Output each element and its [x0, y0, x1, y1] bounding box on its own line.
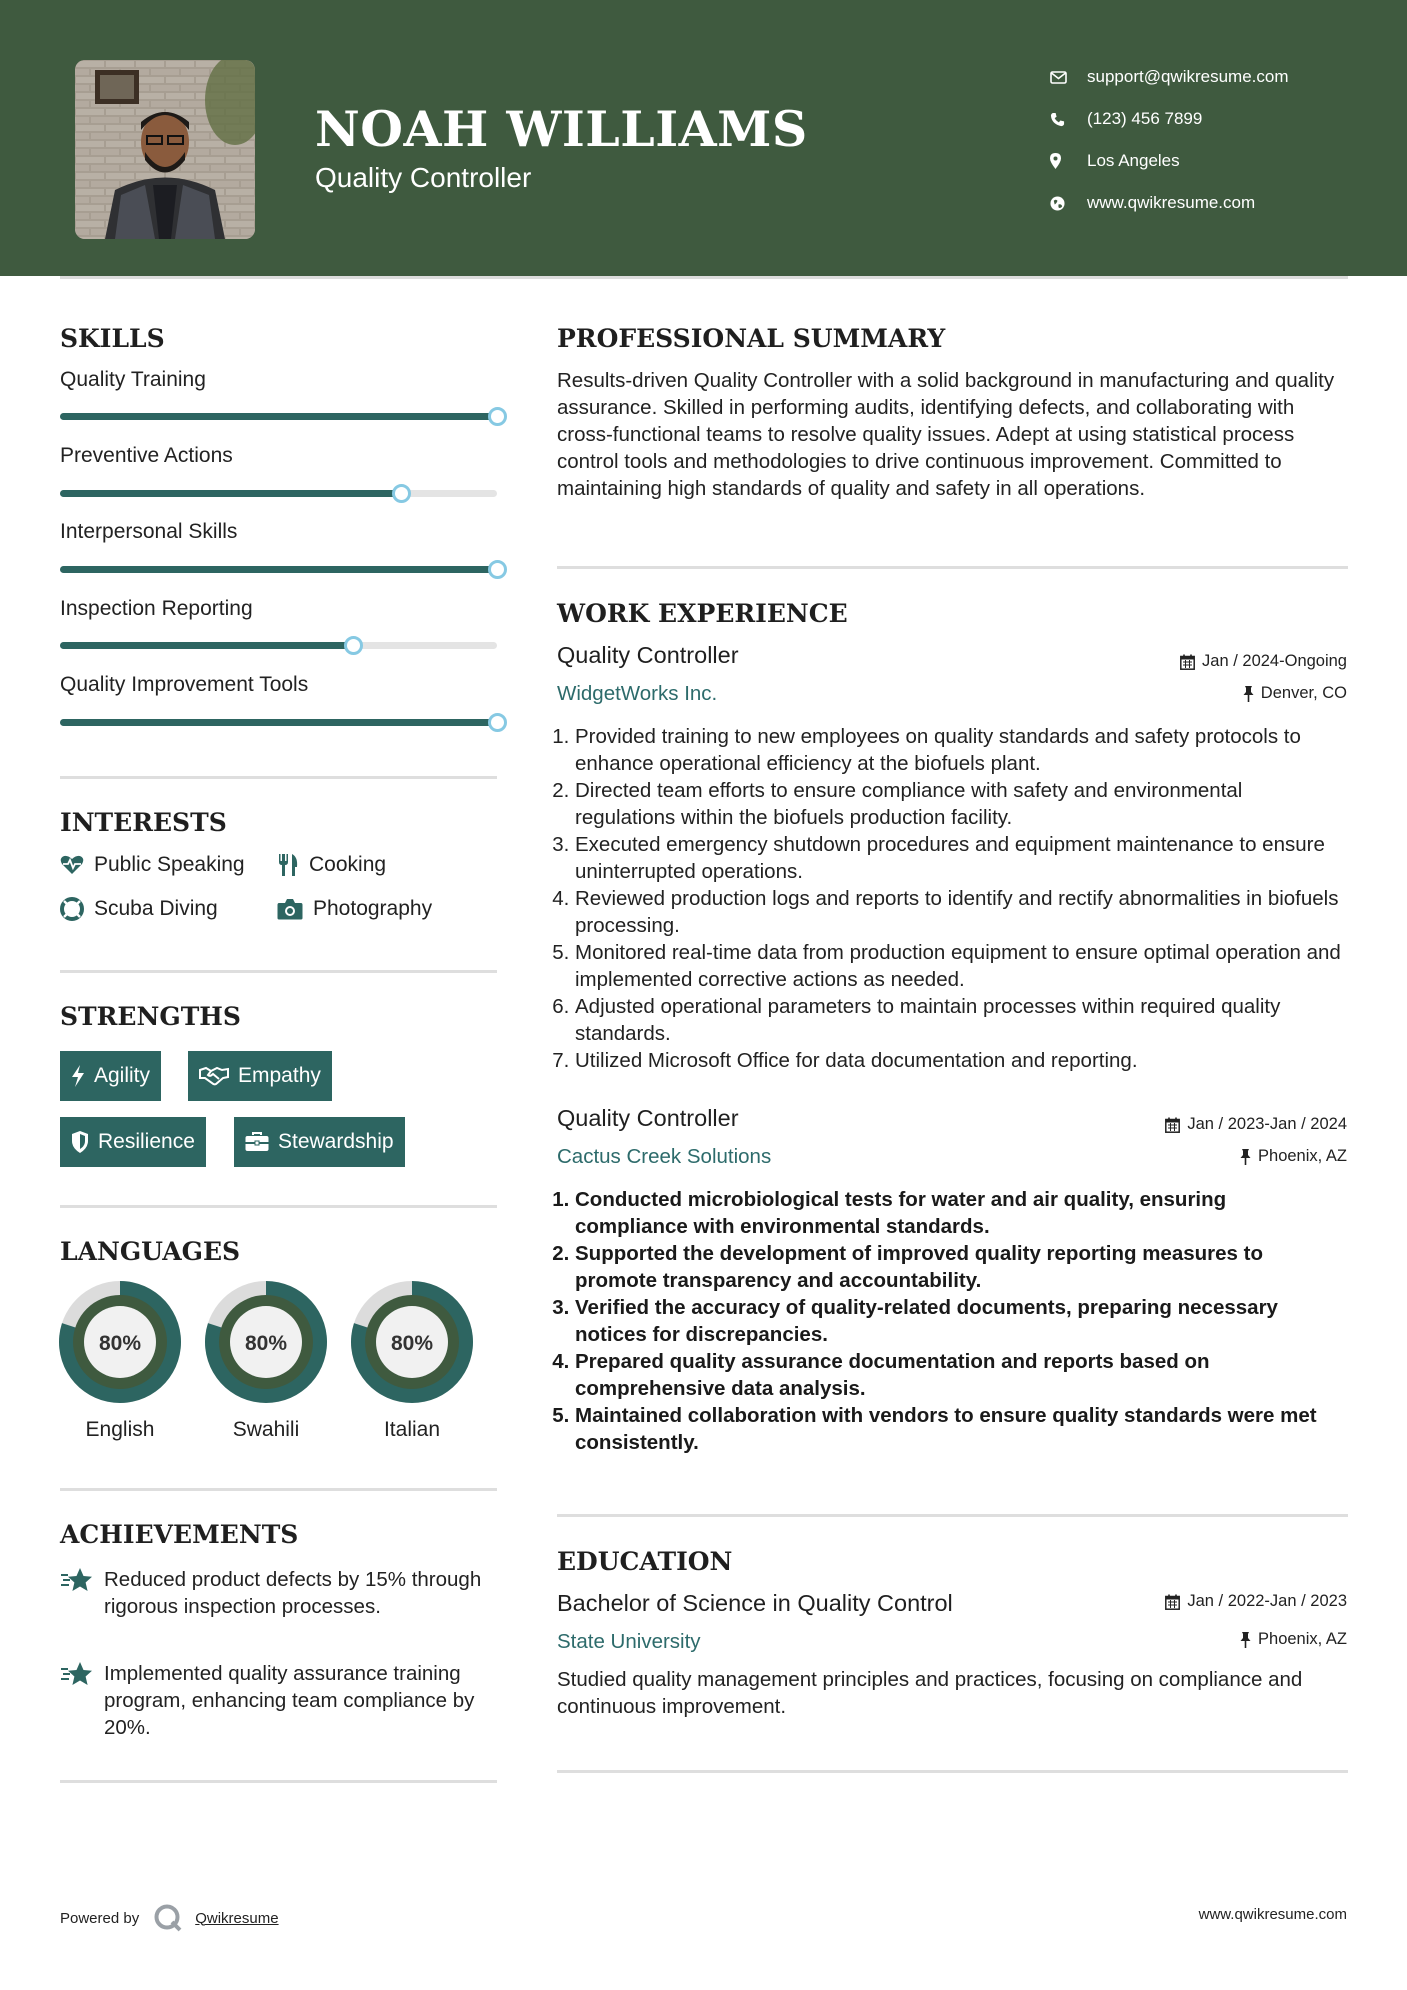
education-location-text: Phoenix, AZ	[1258, 1630, 1347, 1648]
profile-photo	[75, 60, 255, 239]
achievement-item	[60, 1566, 500, 1620]
job-location-text: Phoenix, AZ	[1258, 1147, 1347, 1165]
calendar-icon	[1165, 1594, 1180, 1610]
responsibility-item: 5. Monitored real-time data from production equipment to ensure optimal operation and implemented corrective actions as needed.	[575, 939, 1341, 993]
skill-bar-knob	[488, 713, 507, 732]
pushpin-icon	[1243, 686, 1254, 702]
job-dates	[1180, 652, 1347, 671]
contact-phone-text: (123) 456 7899	[1087, 109, 1203, 128]
responsibility-item: 2. Directed team efforts to ensure compliance with safety and environmental regulations within the biofuels production facility.	[575, 777, 1341, 831]
language-label: English	[85, 1418, 155, 1441]
candidate-title: Quality Controller	[315, 162, 532, 193]
achievement-text: Reduced product defects by 15% through rigorous inspection processes.	[104, 1568, 482, 1618]
footer-website[interactable]: www.qwikresume.com	[1198, 1906, 1347, 1923]
strength-label: Resilience	[98, 1130, 195, 1153]
skill-bar	[60, 490, 497, 497]
strength-chip	[60, 1117, 206, 1167]
star-icon	[60, 1566, 94, 1594]
handshake-icon	[199, 1066, 229, 1086]
calendar-icon	[1165, 1117, 1180, 1133]
job-dates	[1165, 1115, 1347, 1134]
utensils-icon	[277, 853, 299, 877]
responsibility-item: 1. Conducted microbiological tests for water and air quality, ensuring compliance with environmental standards.	[575, 1186, 1341, 1240]
strengths-heading: STRENGTHS	[60, 1002, 241, 1031]
section-divider	[60, 1205, 497, 1208]
responsibility-item: 4. Reviewed production logs and reports to identify and rectify abnormalities in biofuels processing.	[575, 885, 1341, 939]
contact-email[interactable]	[1050, 56, 1289, 98]
camera-icon	[277, 898, 303, 920]
responsibility-item: 7. Utilized Microsoft Office for data documentation and reporting.	[575, 1047, 1341, 1074]
job-title: Quality Controller	[557, 1105, 739, 1131]
footer-powered-by	[60, 1903, 279, 1933]
education-school: State University	[557, 1630, 701, 1653]
strength-chip	[234, 1117, 405, 1167]
skill-bar-fill	[60, 642, 353, 649]
summary-heading: PROFESSIONAL SUMMARY	[557, 324, 946, 353]
interest-label: Scuba Diving	[94, 897, 218, 920]
section-divider	[557, 1770, 1348, 1773]
pushpin-icon	[1240, 1632, 1251, 1648]
pushpin-icon	[1240, 1149, 1251, 1165]
education-dates	[1165, 1592, 1347, 1611]
skill-label: Quality Training	[60, 368, 206, 391]
language-label: Italian	[383, 1418, 441, 1441]
achievement-text: Implemented quality assurance training program, enhancing team compliance by 20%.	[104, 1662, 475, 1739]
job-location-text: Denver, CO	[1260, 684, 1347, 702]
education-heading: EDUCATION	[557, 1547, 733, 1576]
section-divider	[60, 1488, 497, 1491]
skill-bar-knob	[344, 636, 363, 655]
interest-item	[60, 853, 245, 877]
section-divider	[557, 1514, 1348, 1517]
star-icon	[60, 1660, 94, 1688]
skill-bar	[60, 719, 497, 726]
skill-bar-knob	[488, 407, 507, 426]
interest-label: Public Speaking	[94, 853, 245, 876]
strength-chip	[60, 1051, 161, 1101]
interest-item	[277, 897, 432, 921]
globe-icon	[1050, 196, 1087, 211]
skill-bar	[60, 566, 497, 573]
education-degree: Bachelor of Science in Quality Control	[557, 1590, 953, 1616]
skill-bar-knob	[488, 560, 507, 579]
skill-bar-fill	[60, 566, 497, 573]
contact-list	[1050, 56, 1289, 224]
section-divider	[557, 566, 1348, 569]
skill-bar-fill	[60, 719, 497, 726]
responsibility-item: 6. Adjusted operational parameters to maintain processes within required quality standards.	[575, 993, 1341, 1047]
qwikresume-logo-icon	[153, 1903, 183, 1933]
language-percent: 80%	[244, 1332, 288, 1355]
contact-website[interactable]	[1050, 182, 1289, 224]
skill-bar-knob	[392, 484, 411, 503]
interest-item	[60, 897, 218, 921]
skill-label: Interpersonal Skills	[60, 520, 238, 543]
interest-item	[277, 853, 386, 877]
experience-heading: WORK EXPERIENCE	[557, 599, 848, 628]
job-dates-text: Jan / 2023-Jan / 2024	[1187, 1115, 1347, 1133]
map-pin-icon	[1050, 153, 1087, 169]
section-divider	[60, 1780, 497, 1783]
achievement-item	[60, 1660, 500, 1741]
achievements-heading: ACHIEVEMENTS	[60, 1520, 299, 1549]
skill-label: Preventive Actions	[60, 444, 233, 467]
job-title: Quality Controller	[557, 642, 739, 668]
powered-by-text: Powered by	[60, 1909, 140, 1927]
contact-email-text: support@qwikresume.com	[1087, 67, 1289, 86]
bolt-icon	[71, 1065, 85, 1087]
language-label: Swahili	[232, 1418, 300, 1441]
interest-label: Cooking	[309, 853, 387, 876]
language-percent: 80%	[98, 1332, 142, 1355]
skill-bar-fill	[60, 490, 401, 497]
calendar-icon	[1180, 654, 1195, 670]
shield-icon	[71, 1131, 89, 1153]
responsibility-item: 5. Maintained collaboration with vendors to ensure quality standards were met consistently.	[575, 1402, 1341, 1456]
job-responsibilities	[551, 723, 1341, 1074]
job-location	[1243, 684, 1347, 703]
candidate-name: NOAH WILLIAMS	[315, 100, 808, 158]
languages-heading: LANGUAGES	[60, 1237, 241, 1266]
language-donut-svg	[59, 1281, 181, 1403]
language-percent: 80%	[390, 1332, 434, 1355]
job-responsibilities	[551, 1186, 1341, 1456]
skills-heading: SKILLS	[60, 324, 165, 353]
skill-bar	[60, 642, 497, 649]
contact-phone[interactable]	[1050, 98, 1289, 140]
responsibility-item: 4. Prepared quality assurance documentation and reports based on comprehensive data analysis.	[575, 1348, 1341, 1402]
contact-location	[1050, 140, 1289, 182]
life-ring-icon	[60, 897, 84, 921]
phone-icon	[1050, 112, 1087, 127]
job-company: Cactus Creek Solutions	[557, 1145, 772, 1168]
language-donut	[351, 1281, 473, 1403]
education-location	[1240, 1630, 1347, 1649]
envelope-icon	[1050, 71, 1087, 84]
job-location	[1240, 1147, 1347, 1166]
education-description: Studied quality management principles and practices, focusing on compliance and continuous improvement.	[557, 1668, 1303, 1718]
header-divider	[60, 276, 1348, 279]
strength-label: Agility	[94, 1064, 151, 1087]
language-donut-svg	[351, 1281, 473, 1403]
section-divider	[60, 776, 497, 779]
contact-website-text: www.qwikresume.com	[1087, 193, 1256, 212]
education-dates-text: Jan / 2022-Jan / 2023	[1187, 1592, 1347, 1610]
skill-bar	[60, 413, 497, 420]
skill-label: Quality Improvement Tools	[60, 673, 309, 696]
section-divider	[60, 970, 497, 973]
heartbeat-icon	[60, 855, 84, 875]
contact-location-text: Los Angeles	[1087, 151, 1180, 170]
responsibility-item: 3. Verified the accuracy of quality-related documents, preparing necessary notices for discrepancies.	[575, 1294, 1341, 1348]
language-donut	[205, 1281, 327, 1403]
qwikresume-link[interactable]: Qwikresume	[195, 1909, 279, 1927]
responsibility-item: 2. Supported the development of improved quality reporting measures to promote transparency and accountability.	[575, 1240, 1341, 1294]
language-donut-svg	[205, 1281, 327, 1403]
strength-label: Empathy	[238, 1064, 321, 1087]
responsibility-item: 1. Provided training to new employees on quality standards and safety protocols to enhance operational efficiency at the biofuels plant.	[575, 723, 1341, 777]
skill-label: Inspection Reporting	[60, 597, 253, 620]
responsibility-item: 3. Executed emergency shutdown procedures and equipment maintenance to ensure uninterrupted operations.	[575, 831, 1341, 885]
strength-chip	[188, 1051, 332, 1101]
summary-text: Results-driven Quality Controller with a solid background in manufacturing and quality assurance. Skilled in performing audits, identifying defects, and collaborating with cross-functional teams to resolve quality issues. Adept at using statistical process control tools and methodologies to drive continuous improvement. Committed to maintaining high standards of quality and safety in all operations.	[557, 369, 1335, 500]
strength-label: Stewardship	[278, 1130, 394, 1153]
language-donut	[59, 1281, 181, 1403]
briefcase-icon	[245, 1132, 269, 1152]
interest-label: Photography	[313, 897, 433, 920]
skill-bar-fill	[60, 413, 497, 420]
job-company: WidgetWorks Inc.	[557, 682, 718, 705]
interests-heading: INTERESTS	[60, 808, 227, 837]
job-dates-text: Jan / 2024-Ongoing	[1202, 652, 1347, 670]
